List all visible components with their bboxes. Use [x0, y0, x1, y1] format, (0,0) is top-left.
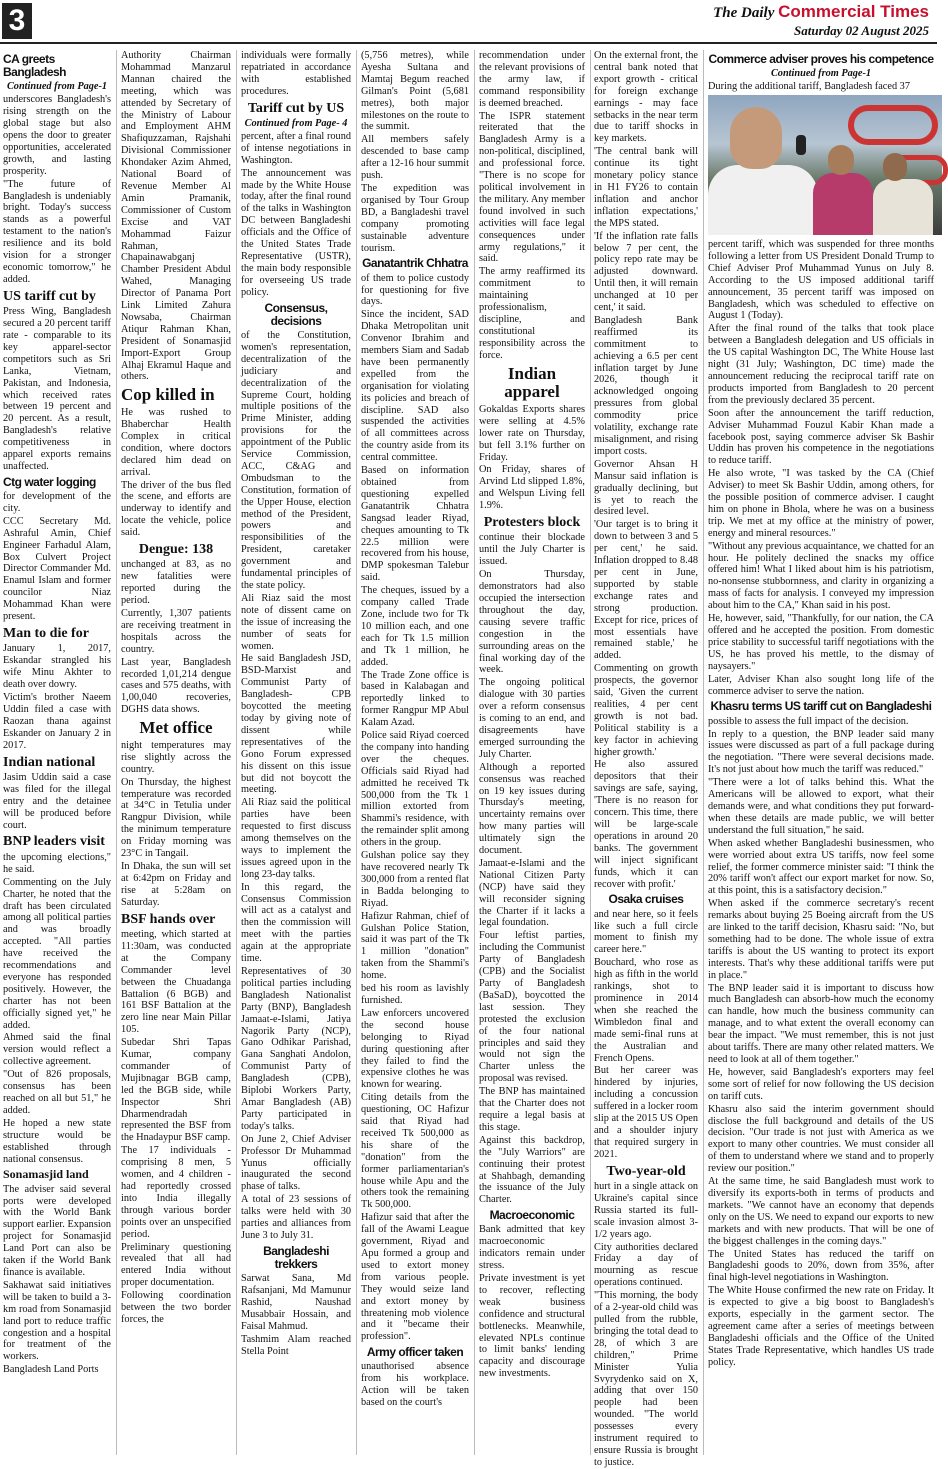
paragraph: He was rushed to Bhaberchar Health Complex in critical condition, where doctors declared him dead on arrival. — [121, 407, 231, 478]
column-1 — [3, 50, 111, 1455]
headline: Protesters block — [483, 515, 581, 531]
dateline: Saturday 02 August 2025 — [794, 23, 929, 38]
paragraph: On Thursday, demonstrators had also occupied the intersection throughout the day, causing severe traffic congestion in the surrounding areas on the final working day of the week. — [479, 569, 585, 676]
paragraph: Jasim Uddin said a case was filed for the illegal entry and the detainee will be produced before court. — [3, 771, 111, 831]
paragraph: for development of the city. — [3, 491, 111, 514]
paragraph: Bank admitted that key macroeconomic indicators remain under stress. — [479, 1224, 585, 1272]
paragraph: recommendation under the relevant provisions of the army law, if command responsibility is deemed breached. — [479, 50, 585, 109]
paragraph: Press Wing, Bangladesh secured a 20 percent tariff rate - comparable to its key apparel-sector competitors such as Sri Lanka, Vietnam, Pakistan, and Indonesia, which received rates between 19 percent and 20 percent. As a result, Bangladesh's relative competitiveness in apparel exports remains unaffected. — [3, 306, 111, 472]
paragraph: In reply to a question, the BNP leader said many issues were discussed as part of a full package during the negotiation. "There were several decisions made. It's not just about how much the tariff was reduced." — [708, 728, 934, 776]
paragraph: When asked if the commerce secretary's recent remarks about buying 25 Boeing aircraft from the US are linked to the tariff decision, Khasru said: "No, but something had to be done. The whole issue of extra tariffs is about the US wanting to protect its export interests. That's why these additional tariffs were put in place." — [708, 898, 934, 981]
headline: US tariff cut by — [3, 288, 96, 304]
paragraph: He, however, said, "Thankfully, for our nation, the CA offered and he accepted the position. From domestic price stability to successful tariff negotiations with the US, he has proved his mettle, to the dismay of naysayers." — [708, 613, 934, 672]
paragraph: When asked whether Bangladeshi businessmen, who were worried about extra US tariffs, now feel some relief, the former commerce minister said: "I think the 20% tariff won't affect our export market for now. So, at this point, this is a satisfactory decision." — [708, 837, 934, 897]
paragraph: The cheques, issued by a company called Trade Zone, include two for Tk 10 million each, and one each for Tk 1.5 million and Tk 1 million, he added. — [361, 585, 469, 668]
headline: Indian apparel — [504, 363, 560, 402]
paragraph: Subedar Shri Tapas Kumar, company commander of Mujibnagar BGB camp, led the BGB side, while Inspector Shri Dharmendradah represented the BSF from the Hnadaypur BSF camp. — [121, 1037, 231, 1144]
headline: Tariff cut by US — [247, 100, 345, 116]
paragraph: Victim's brother Naeem Uddin filed a case with Raozan thana against Eskander on January 2 in 2017. — [3, 692, 111, 751]
headline: Army officer taken — [366, 1345, 464, 1360]
paragraph: 'If the inflation rate falls below 7 per cent, the policy repo rate may be adjusted downward. Until then, it will remain unchanged at 10 per cent,' it said. — [594, 230, 698, 314]
paragraph: Tashmim Alam reached Stella Point — [241, 1333, 351, 1357]
paragraph: The White House confirmed the new rate on Friday. It is expected to give a big boost to Bangladesh's exports, especially in the garment sector. The agreement came after a series of meetings between Bangladeshi officials and the Office of the United States Trade Representative, which handles US trade policy. — [708, 1285, 934, 1368]
paragraph: The BNP leader said it is important to discuss how much Bangladesh can absorb-how much the economy can handle, how much the business community can manage, and to what extent the overall economy can bear the impact. "We must remember, this is not just about tariffs. There are many other related matters. We need to look at all of them together." — [708, 982, 934, 1065]
paragraph: On the external front, the central bank noted that export growth - critical for foreign exchange earnings - may face setbacks in the near term due to tariff shocks in key markets. — [594, 50, 698, 145]
paragraph: He, however, said Bangladesh's exporters may feel some sort of relief for now following the US decision on tariff cuts. — [708, 1066, 934, 1102]
paragraph: 'Our target is to bring it down to between 3 and 5 per cent,' he said. Inflation dropped to 8.48 per cent in June, supported by stable exchange rates and strong production. Except for rice, prices of most essentials have remained stable,' he added. — [594, 519, 698, 662]
paragraph: "Without any previous acquaintance, we chatted for an hour. He politely declined the snacks my office offered him! What I liked about him is his patriotism, no-nonsense stubbornness, and clarity in organizing a mass of facts for analysis. I conveyed my impression about him to the CA," Khan said in his post. — [708, 540, 934, 612]
paragraph: Last year, Bangladesh recorded 1,01,214 dengue cases and 575 deaths, with 1,00,040 recoveries, DGHS data shows. — [121, 656, 231, 716]
paragraph: All members safely descended to base camp after a 12-16 hour summit push. — [361, 134, 469, 182]
paragraph: Private investment is yet to recover, reflecting weak business confidence and structural bottlenecks. Meanwhile, elevated NPLs continue to limit banks' lending capacity and discourage new investments. — [479, 1273, 585, 1380]
paragraph: The announcement was made by the White House today, after the final round of the talks in Washington DC between Bangladeshi officials and the Office of the United States Trade Representative (USTR), the main body responsible for overseeing US trade policy. — [241, 167, 351, 298]
headline: CA greets Bangladesh — [3, 52, 67, 80]
headline: Indian national — [3, 754, 96, 770]
paragraph: individuals were formally repatriated in accordance with established procedures. — [241, 50, 351, 97]
paragraph: At the same time, he said Bangladesh must work to diversify its exports-both in terms of products and markets. "We cannot have an economy that depends only on the US. We need to expand our exports to new markets and with new products. That will be one of the biggest challenges in the coming days." — [708, 1176, 934, 1247]
headline: Two-year-old — [606, 1163, 686, 1179]
paragraph: Sarwat Sana, Md Rafsanjani, Md Mamunur Rashid, Naushad Musabbair Hossain, and Faisal Mahmud. — [241, 1273, 351, 1332]
paragraph: In this regard, the Consensus Commission will act as a catalyst and then the commission will meet with the parties again at the appropriate time. — [241, 881, 351, 965]
paragraph: unchanged at 83, as no new fatalities were reported during the period. — [121, 559, 231, 607]
paragraph: After the final round of the talks that took place between a Bangladesh delegation and US officials in the US capital Washington DC, The White House last night (31 July; Washington, DC time) made the announcement reducing the reciprocal tariff rate on products imported from Bangladesh to 20 percent from the previously declared 35 percent. — [708, 323, 934, 406]
paragraph: Hafizur said that after the fall of the Awami League government, Riyad and Apu formed a group and used to extort money from various people. They would seize land and extort money by threatening mob violence and it "became their profession". — [361, 1212, 469, 1343]
column-3 — [241, 50, 351, 1455]
headline: Osaka cruises — [608, 892, 684, 907]
news-photo — [708, 95, 942, 235]
paragraph: percent, after a final round of intense negotiations in Washington. — [241, 130, 351, 166]
paragraph: Gokaldas Exports shares were selling at 4.5% lower rate on Thursday, but fell 3.1% further on Friday. — [479, 403, 585, 463]
paragraph: Bouchard, who rose as high as fifth in the world rankings, shot to prominence in 2014 when she reached the Wimbledon final and made semi-final runs at the Australian and French Opens. — [594, 957, 698, 1064]
paragraph: 'The central bank will continue its tight monetary policy stance in H1 FY26 to contain inflation and anchor inflation expectations,' the MPS stated. — [594, 146, 698, 229]
headline: Sonamasjid land — [3, 1167, 89, 1182]
paragraph: Since the incident, SAD Dhaka Metropolitan unit Convenor Ibrahim and members Siam and Sadab have been permanently expelled from the organisation for violating its policies and breach of discipline. SAD also suspended the activities of all committees across the country aside from its central committee. — [361, 309, 469, 464]
paragraph: the upcoming elections," he said. — [3, 851, 111, 875]
brand-prefix: The Daily — [713, 5, 779, 21]
paragraph: The driver of the bus fled the scene, and efforts are underway to identify and locate the vehicle, police said. — [121, 479, 231, 539]
paragraph: Authority Chairman Mohammad Manzarul Mannan chaired the meeting, which was attended by Secretary of the Ministry of Labour and Employment AHM Shafiquzzaman, Rajshahi Divisional Commissioner Khondaker Azim Ahmed, National Board of Revenue Member Al Amin Pramanik, Commissioner of Custom Excise and VAT Mohammad Faizur Rahman, Chapainawabganj Chamber President Abdul Wahed, Managing Director of Panama Port Link Limited Zahura Nowsaba, Chairman Atiqur Rahman Khan, President of Sonamasjid Import-Export Group Alhaj Ekramul Haque and others. — [121, 50, 231, 383]
headline: Ctg water logging — [3, 474, 96, 489]
paragraph: hurt in a single attack on Ukraine's capital since Russia started its full-scale invasion almost 3-1/2 years ago. — [594, 1181, 698, 1240]
column-5 — [479, 50, 585, 1455]
paragraph: Currently, 1,307 patients are receiving treatment in hospitals across the country. — [121, 608, 231, 655]
paragraph: percent tariff, which was suspended for three months following a letter from US President Donald Trump to Chief Adviser Prof Muhammad Yunus on July 8. According to the US imposed additional tariff announcement, 35 percent tariff was imposed on Bangladesh, which was scheduled to effective on August 1 (Today). — [708, 239, 934, 322]
paragraph: The adviser said several ports were developed with the World Bank support earlier. Expansion project for Sonamasjid Land Port can also be taken if the World Bank finance is available. — [3, 1183, 111, 1278]
headline: Ganatantrik Chhatra — [362, 256, 468, 271]
paragraph: Ahmed said the final version would reflect a collective agreement. — [3, 1032, 111, 1068]
headline: Cop killed in — [121, 385, 215, 405]
paragraph: The United States has reduced the tariff on Bangladeshi goods to 20%, down from 35%, after final high-level negotiations in Washington. — [708, 1248, 934, 1284]
paragraph: Representatives of 30 political parties including Bangladesh Nationalist Party (BNP), Bangladesh Jamaat-e-Islami, Jatiya Nagorik Party (NCP), Gano Odhikar Parishad, Gana Sanghati Andolon, Communist Party of Bangladesh (CPB), Biplobi Workers Party, Amar Bangladesh (AB) Party participated in today's talks. — [241, 966, 351, 1132]
column-6 — [594, 50, 698, 1468]
paragraph: Law enforcers uncovered the second house belonging to Riyad during questioning after they failed to find the expensive clothes he was known for wearing. — [361, 1007, 469, 1091]
headline: Bangladeshi trekkers — [263, 1243, 329, 1272]
paragraph: Ali Riaz said the most note of dissent came on the issue of increasing the number of seats for women. — [241, 592, 351, 652]
paragraph: City authorities declared Friday a day of mourning as rescue operations continued. — [594, 1241, 698, 1289]
paragraph: But her career was hindered by injuries, including a concussion suffered in a locker room slip at the 2015 US Open and a shoulder injury that required surgery in 2021. — [594, 1065, 698, 1160]
paragraph: He also wrote, "I was tasked by the CA (Chief Adviser) to meet Sk Bashir Uddin, among others, for the possible position of commerce adviser. I caught him on phone in Bhola, where he was on a business trip. We met at my office at the ministry of power, energy and mineral resources." — [708, 468, 934, 539]
paragraph: Police said Riyad coerced the company into handing over the cheques. Officials said Riyad had admitted he received Tk 500,000 from the Tk 1 million extorted from Shammi's residence, with the remainder split among others in the group. — [361, 730, 469, 849]
masthead — [0, 0, 937, 44]
paragraph: He also assured depositors that their savings are safe, saying, 'There is no reason for concern. This time, there will be large-scale operations in around 20 banks. The government will inject significant funds, which it can recover with profit.' — [594, 759, 698, 890]
paragraph: The 17 individuals - comprising 8 men, 5 women, and 4 children - had reportedly crossed into India illegally through various border points over an unspecified period. — [121, 1145, 231, 1240]
continued-note: Continued from Page-1 — [6, 81, 108, 93]
headline: Commerce adviser proves his competence — [708, 52, 934, 66]
paragraph: The army reaffirmed its commitment to maintaining professionalism, discipline, and constitutional responsibility across the force. — [479, 266, 585, 361]
paragraph: unauthorised absence from his workplace. Action will be taken based on the court's — [361, 1361, 469, 1409]
paragraph: Commenting on growth prospects, the governor said, 'Given the current realities, 4 per cent growth is not bad. Political stability is a key factor in achieving higher growth.' — [594, 663, 698, 758]
paragraph: The ISPR statement reiterated that the Bangladesh Army is a non-political, disciplined, and professional force. "There is no scope for political involvement in the military. Any member found involved in such activities will face legal consequences under army regulations," it said. — [479, 110, 585, 265]
paragraph: Four leftist parties, including the Communist Party of Bangladesh (CPB) and the Socialist Party of Bangladesh (BaSaD), boycotted the last session. They protested the exclusion of the four national principles and said they would not sign the Charter unless the proposal was revised. — [479, 930, 585, 1085]
paragraph: The Trade Zone office is based in Kalabagan and reportedly linked to former Rangpur MP Abul Kalam Azad. — [361, 669, 469, 729]
paragraph: Hafizur Rahman, chief of Gulshan Police Station, said it was part of the Tk 1 million "donation" taken from the Shammi's home. — [361, 910, 469, 982]
paragraph: On June 2, Chief Adviser Professor Dr Muhammad Yunus officially inaugurated the second phase of talks. — [241, 1133, 351, 1193]
paragraph: Ali Riaz said the political parties have been requested to first discuss among themselves on the ways to implement the issues agreed upon in the long 23-day talks. — [241, 797, 351, 880]
headline: BNP leaders visit — [3, 834, 105, 850]
paragraph: Khasru also said the interim government should disclose the full background and details of the US decision. "Our trade is not just with America as we export to many other countries. We must consider all of them to understand where we stand and to properly review our position." — [708, 1103, 934, 1175]
column-2 — [121, 50, 231, 1455]
paragraph: Based on information obtained from questioning expelled Ganatantrik Chhatra Sangsad leader Riyad, cheques amounting to Tk 22.5 million were recovered from his house, DMP spokesman Talebur said. — [361, 465, 469, 584]
paragraph: bed his room as lavishly furnished. — [361, 983, 469, 1006]
paragraph: Sakhawat said initiatives will be taken to build a 3-km road from Sonamasjid land port to reduce traffic congestion and a hospital for treatment of the workers. — [3, 1279, 111, 1363]
paragraph: Later, Adviser Khan also sought long life of the commerce adviser to serve the nation. — [708, 673, 934, 697]
paragraph: Citing details from the questioning, OC Hafizur said that Riyad had received Tk 500,000 as his share of the "donation" from the former parliamentarian's house while Apu and the others took the remaining Tk 500,000. — [361, 1092, 469, 1211]
paragraph: On Friday, shares of Arvind Ltd slipped 1.8%, and Welspun Living fell 1.9%. — [479, 464, 585, 512]
paragraph: Gulshan police say they have recovered nearly Tk 300,000 from a rented flat in Badda belonging to Riyad. — [361, 850, 469, 909]
paragraph: possible to assess the full impact of the decision. — [708, 715, 909, 727]
paragraph: In Dhaka, the sun will set at 6:42pm on Friday and rise at 5:28am on Saturday. — [121, 860, 231, 908]
paragraph: and near here, so it feels like such a full circle moment to finish my career here." — [594, 908, 698, 956]
paragraph: The BNP has maintained that the Charter does not require a legal basis at this stage. — [479, 1086, 585, 1133]
paragraph: of the Constitution, women's representation, decentralization of the judiciary and decentralization of the Supreme Court, holding multiple positions of the Prime Minister, adding provisions for the appointment of the Public Service Commission, ACC, C&AG and Ombudsman to the Constitution, formation of the Upper House, election method of the President, powers and responsibilities of the President, caretaker government and fundamental principles of the state policy. — [241, 329, 351, 592]
headline: Met office — [139, 718, 213, 738]
paragraph: He hoped a new state structure would be established through national consensus. — [3, 1117, 111, 1165]
newspaper-brand — [713, 2, 929, 22]
paragraph: During the additional tariff, Bangladesh faced 37 — [708, 81, 910, 93]
paragraph: January 1, 2017, Eskandar strangled his wife Minu Akhter to death over dowry. — [3, 643, 111, 691]
paragraph: The ongoing political dialogue with 30 parties over a reform consensus is coming to an end, and disagreements have emerged surrounding the July Charter. — [479, 677, 585, 760]
column-7 — [708, 50, 934, 1455]
paragraph: Preliminary questioning revealed that all had entered India without proper documentation. — [121, 1241, 231, 1289]
paragraph: Although a reported consensus was reached on 19 key issues during Thursday's meeting, uncertainty remains over how many parties will ultimately sign the document. — [479, 761, 585, 857]
page-number: 3 — [2, 3, 32, 39]
paragraph: He said Bangladesh JSD, BSD-Marxist and Communist Party of Bangladesh- CPB boycotted the meeting today by giving note of dissent while representatives of the Gono Forum expressed his dissent on this issue but did not boycott the meeting. — [241, 653, 351, 796]
paragraph: underscores Bangladesh's rising strength on the global stage but also opens the door to greater opportunities, accelerated growth, and lasting prosperity. — [3, 94, 111, 177]
paragraph: meeting, which started at 11:30am, was conducted at the Company Commander level between the Chuadanga Battalion (6 BGB) and 161 BSF Battalion at the zero line near Main Pillar 105. — [121, 928, 231, 1036]
paragraph: Against this backdrop, the "July Warriors" are continuing their protest at Shahbagh, demanding the issuance of the July Charter. — [479, 1134, 585, 1206]
paragraph: night temperatures may rise slightly across the country. — [121, 739, 231, 775]
continued-note: Continued from Page-1 — [770, 68, 872, 80]
paragraph: of them to police custody for questioning for five days. — [361, 272, 469, 308]
paragraph: "This morning, the body of a 2-year-old child was pulled from the rubble, bringing the total dead to 28, of which 3 are children," Prime Minister Yulia Svyrydenko said on X, adding that over 150 people had been wounded. "The world possesses every instrument required to ensure Russia is brought to justice. — [594, 1290, 698, 1468]
paragraph: Commenting on the July Charter, he noted that the draft has been circulated among all political parties and was broadly accepted. "All parties have received the recommendations and everyone has responded positively. However, the charter has not been officially signed yet," he added. — [3, 876, 111, 1031]
paragraph: A total of 23 sessions of talks were held with 30 parties and alliances from June 3 to July 31. — [241, 1194, 351, 1241]
paragraph: CCC Secretary Md. Ashraful Amin, Chief Engineer Farhadul Alam, Box Culvert Project Director Commander Md. Enamul Islam and former councilor Niaz Mohammad Khan were present. — [3, 515, 111, 623]
brand-name: Commercial Times — [778, 2, 929, 21]
paragraph: Governor Ahsan H Mansur said inflation is gradually declining, but is yet to reach the desired level. — [594, 458, 698, 518]
continued-note: Continued from Page- 4 — [244, 118, 348, 130]
column-4 — [361, 50, 469, 1455]
headline: Macroeconomic — [489, 1208, 575, 1223]
paragraph: Bangladesh Bank reaffirmed its commitment to achieving a 6.5 per cent inflation target by June 2026, though it acknowledged ongoing pressures from global commodity price volatility, exchange rate misalignment, and rising import costs. — [594, 314, 698, 457]
headline: Dengue: 138 — [138, 542, 214, 558]
paragraph: Jamaat-e-Islami and the National Citizen Party (NCP) have said they will reconsider signing the Charter if it lacks a legal foundation. — [479, 857, 585, 929]
paragraph: The expedition was organised by Tour Group BD, a Bangladeshi travel company promoting sustainable adventure tourism. — [361, 182, 469, 254]
headline: Man to die for — [3, 626, 89, 642]
paragraph: "Out of 826 proposals, consensus has been reached on all but 51," he added. — [3, 1069, 111, 1116]
paragraph: "There were a lot of talks behind this. What the Americans will be allowed to export, what their demands were, and what conditions they put forward-when these details are made public, we will better understand the full situation," he said. — [708, 777, 934, 836]
paragraph: "The future of Bangladesh is undeniably bright. Today's success stands as a powerful testament to the nation's resilience and its bold vision for a stronger economic tomorrow," he added. — [3, 178, 111, 285]
headline: BSF hands over — [121, 911, 216, 927]
paragraph: Following coordination between the two border forces, the — [121, 1290, 231, 1325]
paragraph: continue their blockade until the July Charter is issued. — [479, 532, 585, 568]
paragraph: On Thursday, the highest temperature was recorded at 34°C in Tetulia under Rangpur Division, while the minimum temperature on Friday morning was 23°C in Tangail. — [121, 776, 231, 860]
paragraph: Soon after the announcement the tariff reduction, Adviser Muhammad Fouzul Kabir Khan made a facebook post, saying commerce adviser Sk Bashir Uddin has proven his competence in the negotiations to reduce tariff. — [708, 407, 934, 467]
paragraph: Bangladesh Land Ports — [3, 1364, 99, 1376]
headline: Consensus, decisions — [264, 300, 328, 328]
headline: Khasru terms US tariff cut on Bangladeshi — [710, 699, 932, 714]
paragraph: (5,756 metres), while Ayesha Sultana and Mamtaj Begum reached Gilman's Point (5,681 metres), both major milestones on the route to the summit. — [361, 50, 469, 133]
